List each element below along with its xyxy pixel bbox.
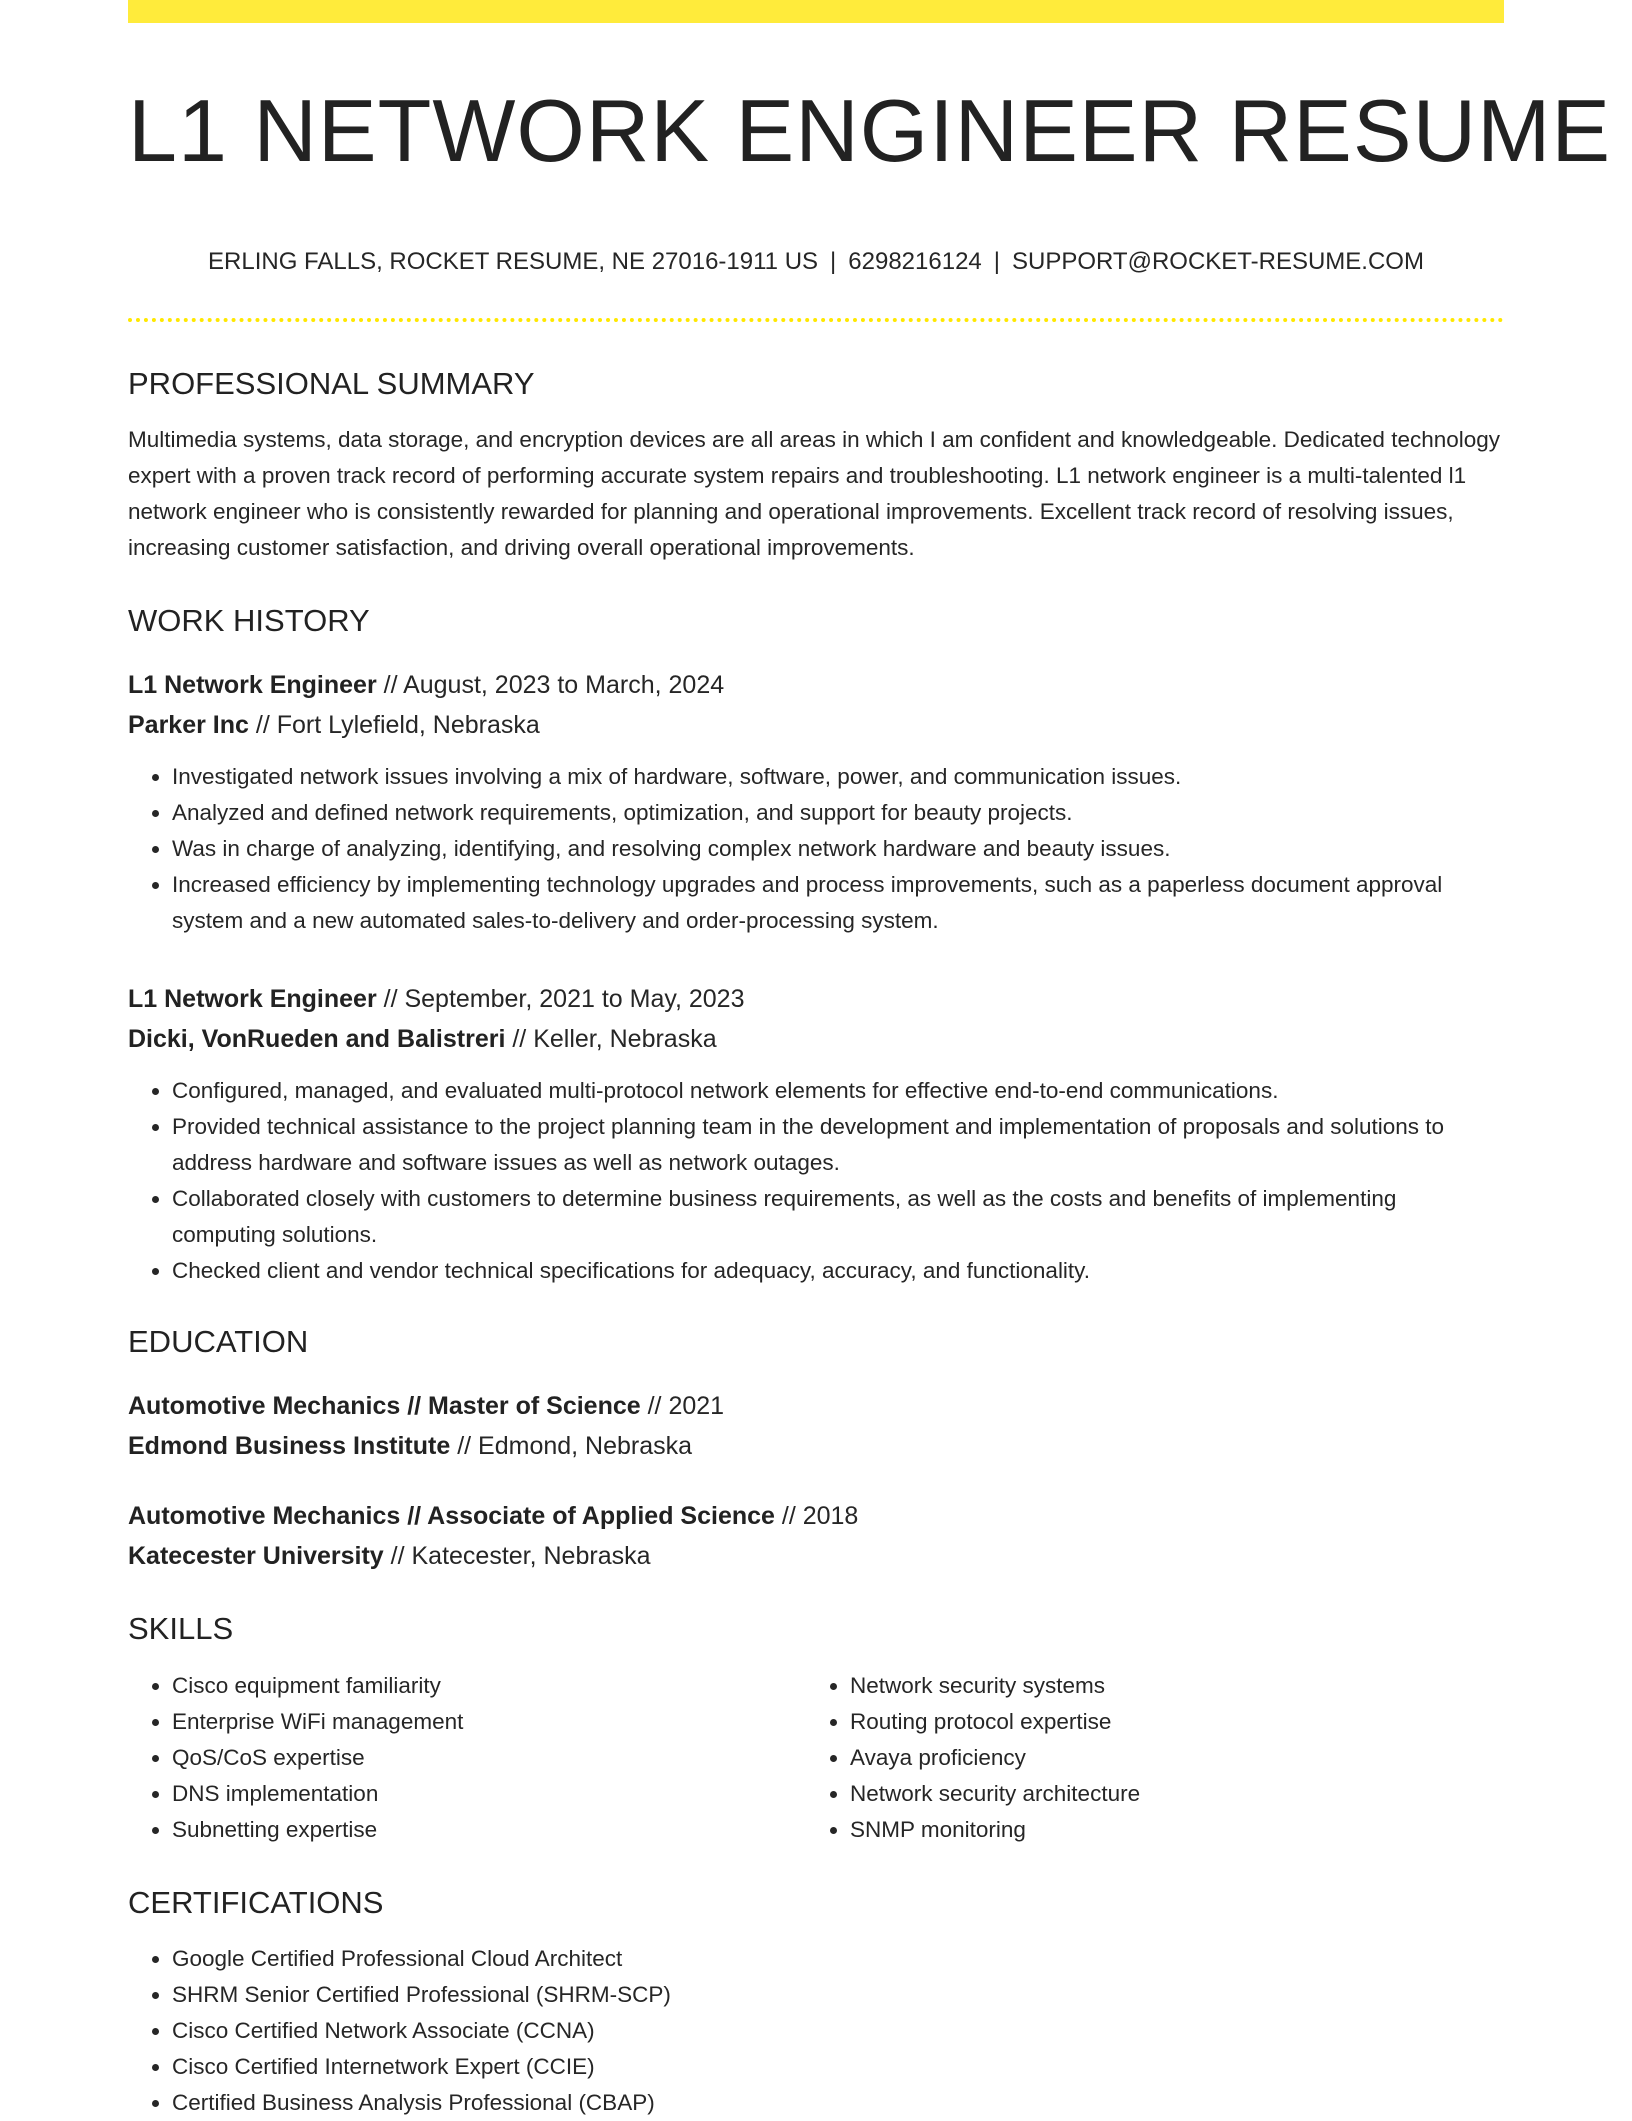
school: Katecester University [128, 1542, 384, 1571]
job-title: L1 Network Engineer [128, 671, 377, 700]
certification-item: • Google Certified Professional Cloud Architect [172, 1941, 1504, 1977]
education-entry [128, 1386, 1504, 1466]
job-entry [128, 665, 1504, 939]
contact-line [128, 246, 1504, 278]
job-company: Parker Inc [128, 711, 249, 740]
resume-title: L1 NETWORK ENGINEER RESUME [128, 81, 1612, 180]
education-entry [128, 1496, 1504, 1576]
degree-line [128, 1386, 1504, 1426]
job-dates: // August, 2023 to March, 2024 [376, 671, 725, 700]
degree: Automotive Mechanics // Master of Science [128, 1392, 641, 1421]
job-company-line [128, 705, 1504, 745]
job-title: L1 Network Engineer [128, 985, 377, 1014]
skill-item: • Routing protocol expertise [850, 1704, 1504, 1740]
school-line [128, 1426, 1504, 1466]
job-location: // Keller, Nebraska [505, 1025, 717, 1054]
job-bullet: • Was in charge of analyzing, identifying, and resolving complex network hardware and beauty issues. [172, 831, 1504, 867]
work-history-heading: WORK HISTORY [128, 602, 370, 638]
summary-text: Multimedia systems, data storage, and encryption devices are all areas in which I am confident and knowledgeable. Dedicated technology expert with a proven track record of performing accurate system repairs and troubleshooting. L1 network engineer is a multi-talented l1 network engineer who is consistently rewarded for planning and operational improvements. Excellent track record of resolving issues, increasing customer satisfaction, and driving overall operational improvements. [128, 426, 1501, 560]
job-bullet: • Investigated network issues involving a mix of hardware, software, power, and communication issues. [172, 759, 1504, 795]
degree-line [128, 1496, 1504, 1536]
contact-address: ERLING FALLS, ROCKET RESUME, NE 27016-1911 US [208, 247, 819, 275]
contact-email[interactable]: SUPPORT@ROCKET-RESUME.COM [1012, 247, 1424, 275]
certification-item: • SHRM Senior Certified Professional (SHRM-SCP) [172, 1977, 1504, 2013]
degree-year: // 2018 [774, 1502, 859, 1531]
job-dates: // September, 2021 to May, 2023 [376, 985, 745, 1014]
certification-item: • Cisco Certified Network Associate (CCNA) [172, 2013, 1504, 2049]
skill-item: • Enterprise WiFi management [172, 1704, 806, 1740]
job-company-line [128, 1019, 1504, 1059]
skill-item: • Subnetting expertise [172, 1812, 806, 1848]
skill-item: • Avaya proficiency [850, 1740, 1504, 1776]
education-heading: EDUCATION [128, 1324, 309, 1360]
certification-item: • Cisco Certified Internetwork Expert (CCIE) [172, 2049, 1504, 2085]
skill-item: • DNS implementation [172, 1776, 806, 1812]
skills-list-right [806, 1668, 1504, 1848]
skill-item: • SNMP monitoring [850, 1812, 1504, 1848]
certification-item: • Certified Business Analysis Professional (CBAP) [172, 2085, 1504, 2121]
job-bullet: • Collaborated closely with customers to determine business requirements, as well as the costs and benefits of implementing computing solutions. [172, 1181, 1504, 1253]
accent-top-bar [128, 0, 1504, 23]
skills-list-left [128, 1668, 806, 1848]
job-bullet: • Increased efficiency by implementing technology upgrades and process improvements, such as a paperless document approval system and a new automated sales-to-delivery and order-processing system. [172, 867, 1504, 939]
contact-separator: | [993, 247, 1000, 275]
job-location: // Fort Lylefield, Nebraska [248, 711, 540, 740]
school-location: // Katecester, Nebraska [383, 1542, 651, 1571]
job-bullets [128, 759, 1504, 939]
job-bullet: • Configured, managed, and evaluated multi-protocol network elements for effective end-to-end communications. [172, 1073, 1504, 1109]
skill-item: • Network security systems [850, 1668, 1504, 1704]
skill-item: • QoS/CoS expertise [172, 1740, 806, 1776]
contact-separator: | [830, 247, 837, 275]
job-bullet: • Checked client and vendor technical specifications for adequacy, accuracy, and functionality. [172, 1253, 1504, 1289]
job-entry [128, 979, 1504, 1289]
job-company: Dicki, VonRueden and Balistreri [128, 1025, 506, 1054]
job-bullet: • Provided technical assistance to the project planning team in the development and implementation of proposals and solutions to address hardware and software issues as well as network outages. [172, 1109, 1504, 1181]
degree: Automotive Mechanics // Associate of Applied Science [128, 1502, 775, 1531]
contact-phone: 6298216124 [848, 247, 982, 275]
job-bullet: • Analyzed and defined network requirements, optimization, and support for beauty projects. [172, 795, 1504, 831]
school-line [128, 1536, 1504, 1576]
school-location: // Edmond, Nebraska [450, 1432, 693, 1461]
skill-item: • Network security architecture [850, 1776, 1504, 1812]
summary-heading: PROFESSIONAL SUMMARY [128, 365, 535, 401]
school: Edmond Business Institute [128, 1432, 451, 1461]
resume-page [128, 0, 1612, 2121]
degree-year: // 2021 [640, 1392, 725, 1421]
job-bullets [128, 1073, 1504, 1289]
skills-heading: SKILLS [128, 1611, 234, 1647]
certifications-list [128, 1941, 1504, 2121]
skill-item: • Cisco equipment familiarity [172, 1668, 806, 1704]
dotted-divider [128, 318, 1504, 322]
job-title-line [128, 665, 1504, 705]
skills-grid [128, 1668, 1504, 1848]
job-title-line [128, 979, 1504, 1019]
certifications-heading: CERTIFICATIONS [128, 1884, 384, 1920]
